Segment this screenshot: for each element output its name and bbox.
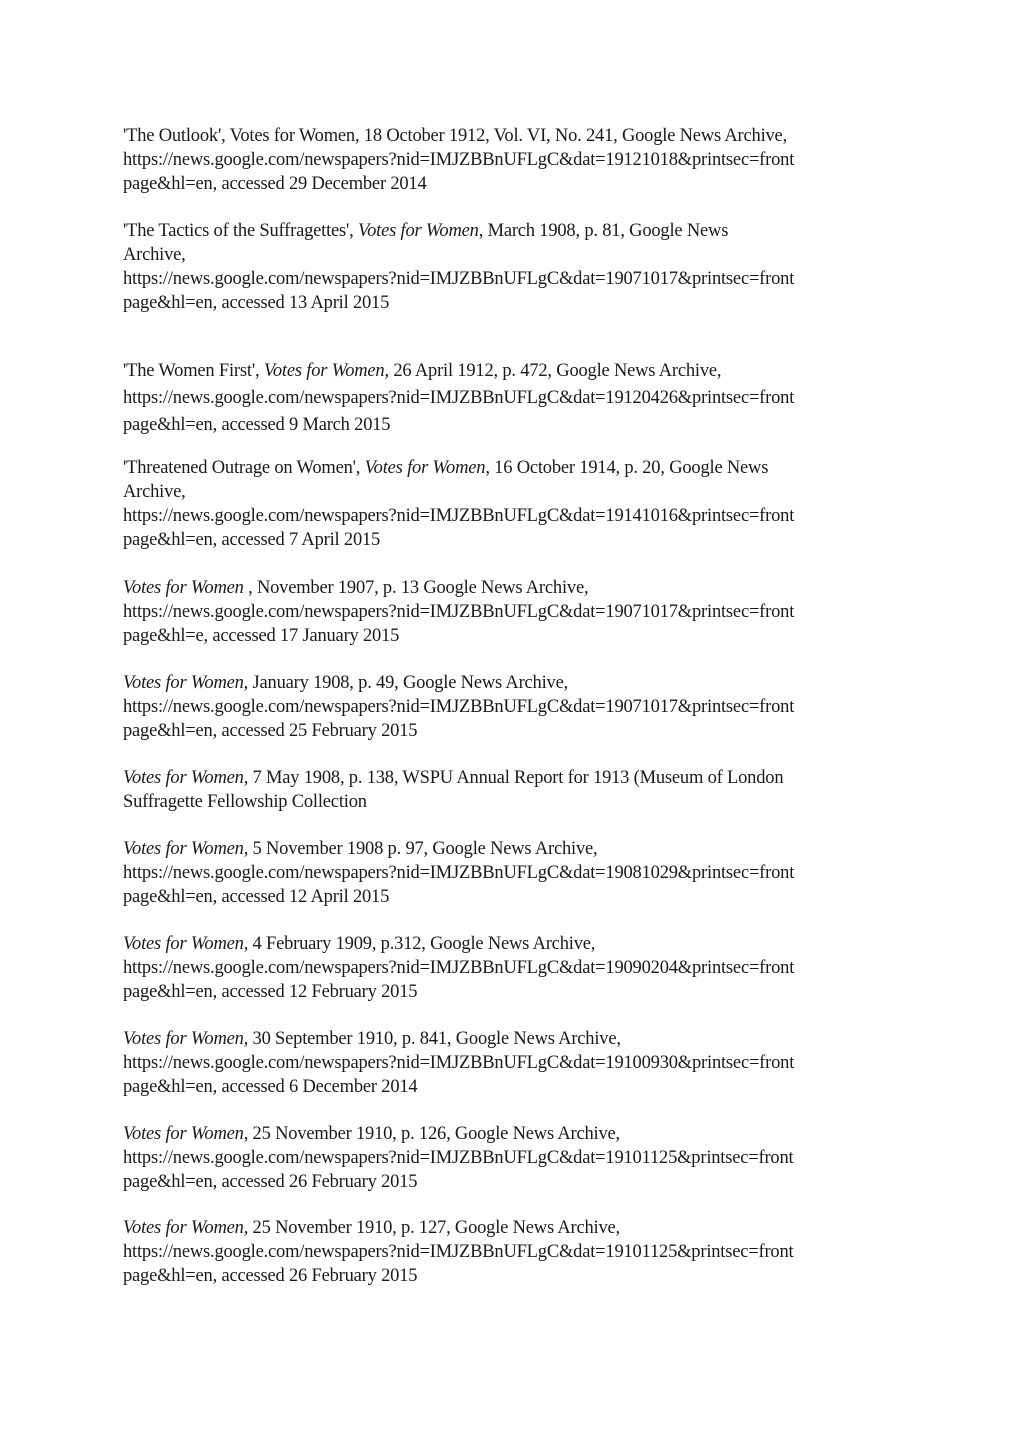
line-text: page&hl=e, accessed 17 January 2015 bbox=[123, 626, 400, 646]
line-text: page&hl=en, accessed 9 March 2015 bbox=[123, 415, 391, 435]
reference-entry bbox=[123, 1122, 903, 1194]
reference-entry bbox=[123, 932, 903, 1004]
reference-entry bbox=[123, 358, 903, 439]
line-text: https://news.google.com/newspapers?nid=IMJZBBnUFLgC&dat=19071017&printsec=front bbox=[123, 269, 795, 289]
entry-line bbox=[123, 624, 903, 648]
line-text: 30 September 1910, p. 841, Google News Archive, bbox=[248, 1029, 621, 1049]
line-text: 'The Tactics of the Suffragettes', bbox=[123, 221, 359, 241]
line-text: , November 1907, p. 13 Google News Archive, bbox=[243, 578, 589, 598]
entry-line bbox=[123, 243, 903, 267]
entry-line bbox=[123, 480, 903, 504]
line-text: , 4 February 1909, p.312, Google News Archive, bbox=[243, 934, 596, 954]
reference-entry bbox=[123, 456, 903, 552]
line-text: https://news.google.com/newspapers?nid=IMJZBBnUFLgC&dat=19101125&printsec=front bbox=[123, 1242, 794, 1262]
entry-line bbox=[123, 148, 903, 172]
entry-line bbox=[123, 600, 903, 624]
entry-line bbox=[123, 837, 903, 861]
line-text: https://news.google.com/newspapers?nid=IMJZBBnUFLgC&dat=19071017&printsec=front bbox=[123, 602, 795, 622]
entry-line bbox=[123, 412, 903, 439]
line-text: 'Threatened Outrage on Women', bbox=[123, 458, 365, 478]
reference-entry bbox=[123, 124, 903, 196]
entry-line bbox=[123, 528, 903, 552]
entry-line bbox=[123, 172, 903, 196]
line-text: page&hl=en, accessed 25 February 2015 bbox=[123, 721, 418, 741]
publication-title: Votes for Women bbox=[123, 1124, 244, 1144]
entry-line bbox=[123, 719, 903, 743]
entry-line bbox=[123, 1075, 903, 1099]
line-text: , 5 November 1908 p. 97, Google News Archive, bbox=[243, 839, 598, 859]
reference-entry bbox=[123, 576, 903, 648]
entry-line bbox=[123, 1146, 903, 1170]
entry-line bbox=[123, 1240, 903, 1264]
entry-line bbox=[123, 980, 903, 1004]
line-text: page&hl=en, accessed 26 February 2015 bbox=[123, 1266, 418, 1286]
publication-title: Votes for Women bbox=[123, 839, 244, 859]
publication-title: Votes for Women, bbox=[123, 673, 249, 693]
publication-title: Votes for Women bbox=[123, 768, 244, 788]
line-text: page&hl=en, accessed 13 April 2015 bbox=[123, 293, 390, 313]
entry-line bbox=[123, 456, 903, 480]
line-text: 'The Outlook', Votes for Women, 18 October 1912, Vol. VI, No. 241, Google News Archive, bbox=[123, 126, 787, 146]
entry-line bbox=[123, 766, 903, 790]
entry-line bbox=[123, 1027, 903, 1051]
publication-title: Votes for Women bbox=[358, 221, 479, 241]
line-text: https://news.google.com/newspapers?nid=IMJZBBnUFLgC&dat=19090204&printsec=front bbox=[123, 958, 795, 978]
reference-entry bbox=[123, 1027, 903, 1099]
line-text: page&hl=en, accessed 6 December 2014 bbox=[123, 1077, 418, 1097]
entry-line bbox=[123, 695, 903, 719]
entry-line bbox=[123, 956, 903, 980]
entry-line bbox=[123, 219, 903, 243]
line-text: https://news.google.com/newspapers?nid=IMJZBBnUFLgC&dat=19071017&printsec=front bbox=[123, 697, 795, 717]
entry-line bbox=[123, 885, 903, 909]
line-text: , 25 November 1910, p. 127, Google News Archive, bbox=[243, 1218, 620, 1238]
publication-title: Votes for Women bbox=[123, 1218, 244, 1238]
line-text: page&hl=en, accessed 26 February 2015 bbox=[123, 1172, 418, 1192]
line-text: https://news.google.com/newspapers?nid=IMJZBBnUFLgC&dat=19121018&printsec=front bbox=[123, 150, 795, 170]
line-text: https://news.google.com/newspapers?nid=IMJZBBnUFLgC&dat=19141016&printsec=front bbox=[123, 506, 795, 526]
entry-line bbox=[123, 267, 903, 291]
reference-entry bbox=[123, 766, 903, 814]
entry-line bbox=[123, 124, 903, 148]
line-text: 'The Women First', bbox=[123, 361, 264, 381]
line-text: page&hl=en, accessed 12 April 2015 bbox=[123, 887, 390, 907]
entry-line bbox=[123, 1264, 903, 1288]
line-text: , 16 October 1914, p. 20, Google News bbox=[485, 458, 769, 478]
line-text: Suffragette Fellowship Collection bbox=[123, 792, 367, 812]
entry-line bbox=[123, 1216, 903, 1240]
line-text: https://news.google.com/newspapers?nid=IMJZBBnUFLgC&dat=19101125&printsec=front bbox=[123, 1148, 794, 1168]
entry-line bbox=[123, 385, 903, 412]
publication-title: Votes for Women bbox=[123, 934, 244, 954]
reference-entry bbox=[123, 219, 903, 315]
line-text: January 1908, p. 49, Google News Archive, bbox=[248, 673, 569, 693]
entry-line bbox=[123, 1170, 903, 1194]
line-text: https://news.google.com/newspapers?nid=IMJZBBnUFLgC&dat=19100930&printsec=front bbox=[123, 1053, 795, 1073]
line-text: , 25 November 1910, p. 126, Google News Archive, bbox=[243, 1124, 620, 1144]
line-text: Archive, bbox=[123, 245, 186, 265]
entry-line bbox=[123, 932, 903, 956]
line-text: page&hl=en, accessed 12 February 2015 bbox=[123, 982, 418, 1002]
entry-line bbox=[123, 504, 903, 528]
line-text: page&hl=en, accessed 29 December 2014 bbox=[123, 174, 427, 194]
line-text: , March 1908, p. 81, Google News bbox=[478, 221, 729, 241]
entry-line bbox=[123, 576, 903, 600]
publication-title: Votes for Women bbox=[364, 458, 486, 478]
line-text: Archive, bbox=[123, 482, 186, 502]
reference-entry bbox=[123, 671, 903, 743]
entry-line bbox=[123, 1051, 903, 1075]
entry-line bbox=[123, 358, 903, 385]
reference-entry bbox=[123, 1216, 903, 1288]
entry-line bbox=[123, 790, 903, 814]
line-text: https://news.google.com/newspapers?nid=IMJZBBnUFLgC&dat=19120426&printsec=front bbox=[123, 388, 795, 408]
publication-title: Votes for Women, bbox=[123, 1029, 249, 1049]
entry-line bbox=[123, 1122, 903, 1146]
line-text: page&hl=en, accessed 7 April 2015 bbox=[123, 530, 381, 550]
entry-line bbox=[123, 291, 903, 315]
line-text: , 7 May 1908, p. 138, WSPU Annual Report for 1913 (Museum of London bbox=[243, 768, 784, 788]
publication-title: Votes for Women bbox=[123, 578, 244, 598]
line-text: https://news.google.com/newspapers?nid=IMJZBBnUFLgC&dat=19081029&printsec=front bbox=[123, 863, 795, 883]
line-text: , 26 April 1912, p. 472, Google News Archive, bbox=[384, 361, 722, 381]
publication-title: Votes for Women bbox=[263, 361, 385, 381]
entry-line bbox=[123, 861, 903, 885]
entry-line bbox=[123, 671, 903, 695]
reference-entry bbox=[123, 837, 903, 909]
